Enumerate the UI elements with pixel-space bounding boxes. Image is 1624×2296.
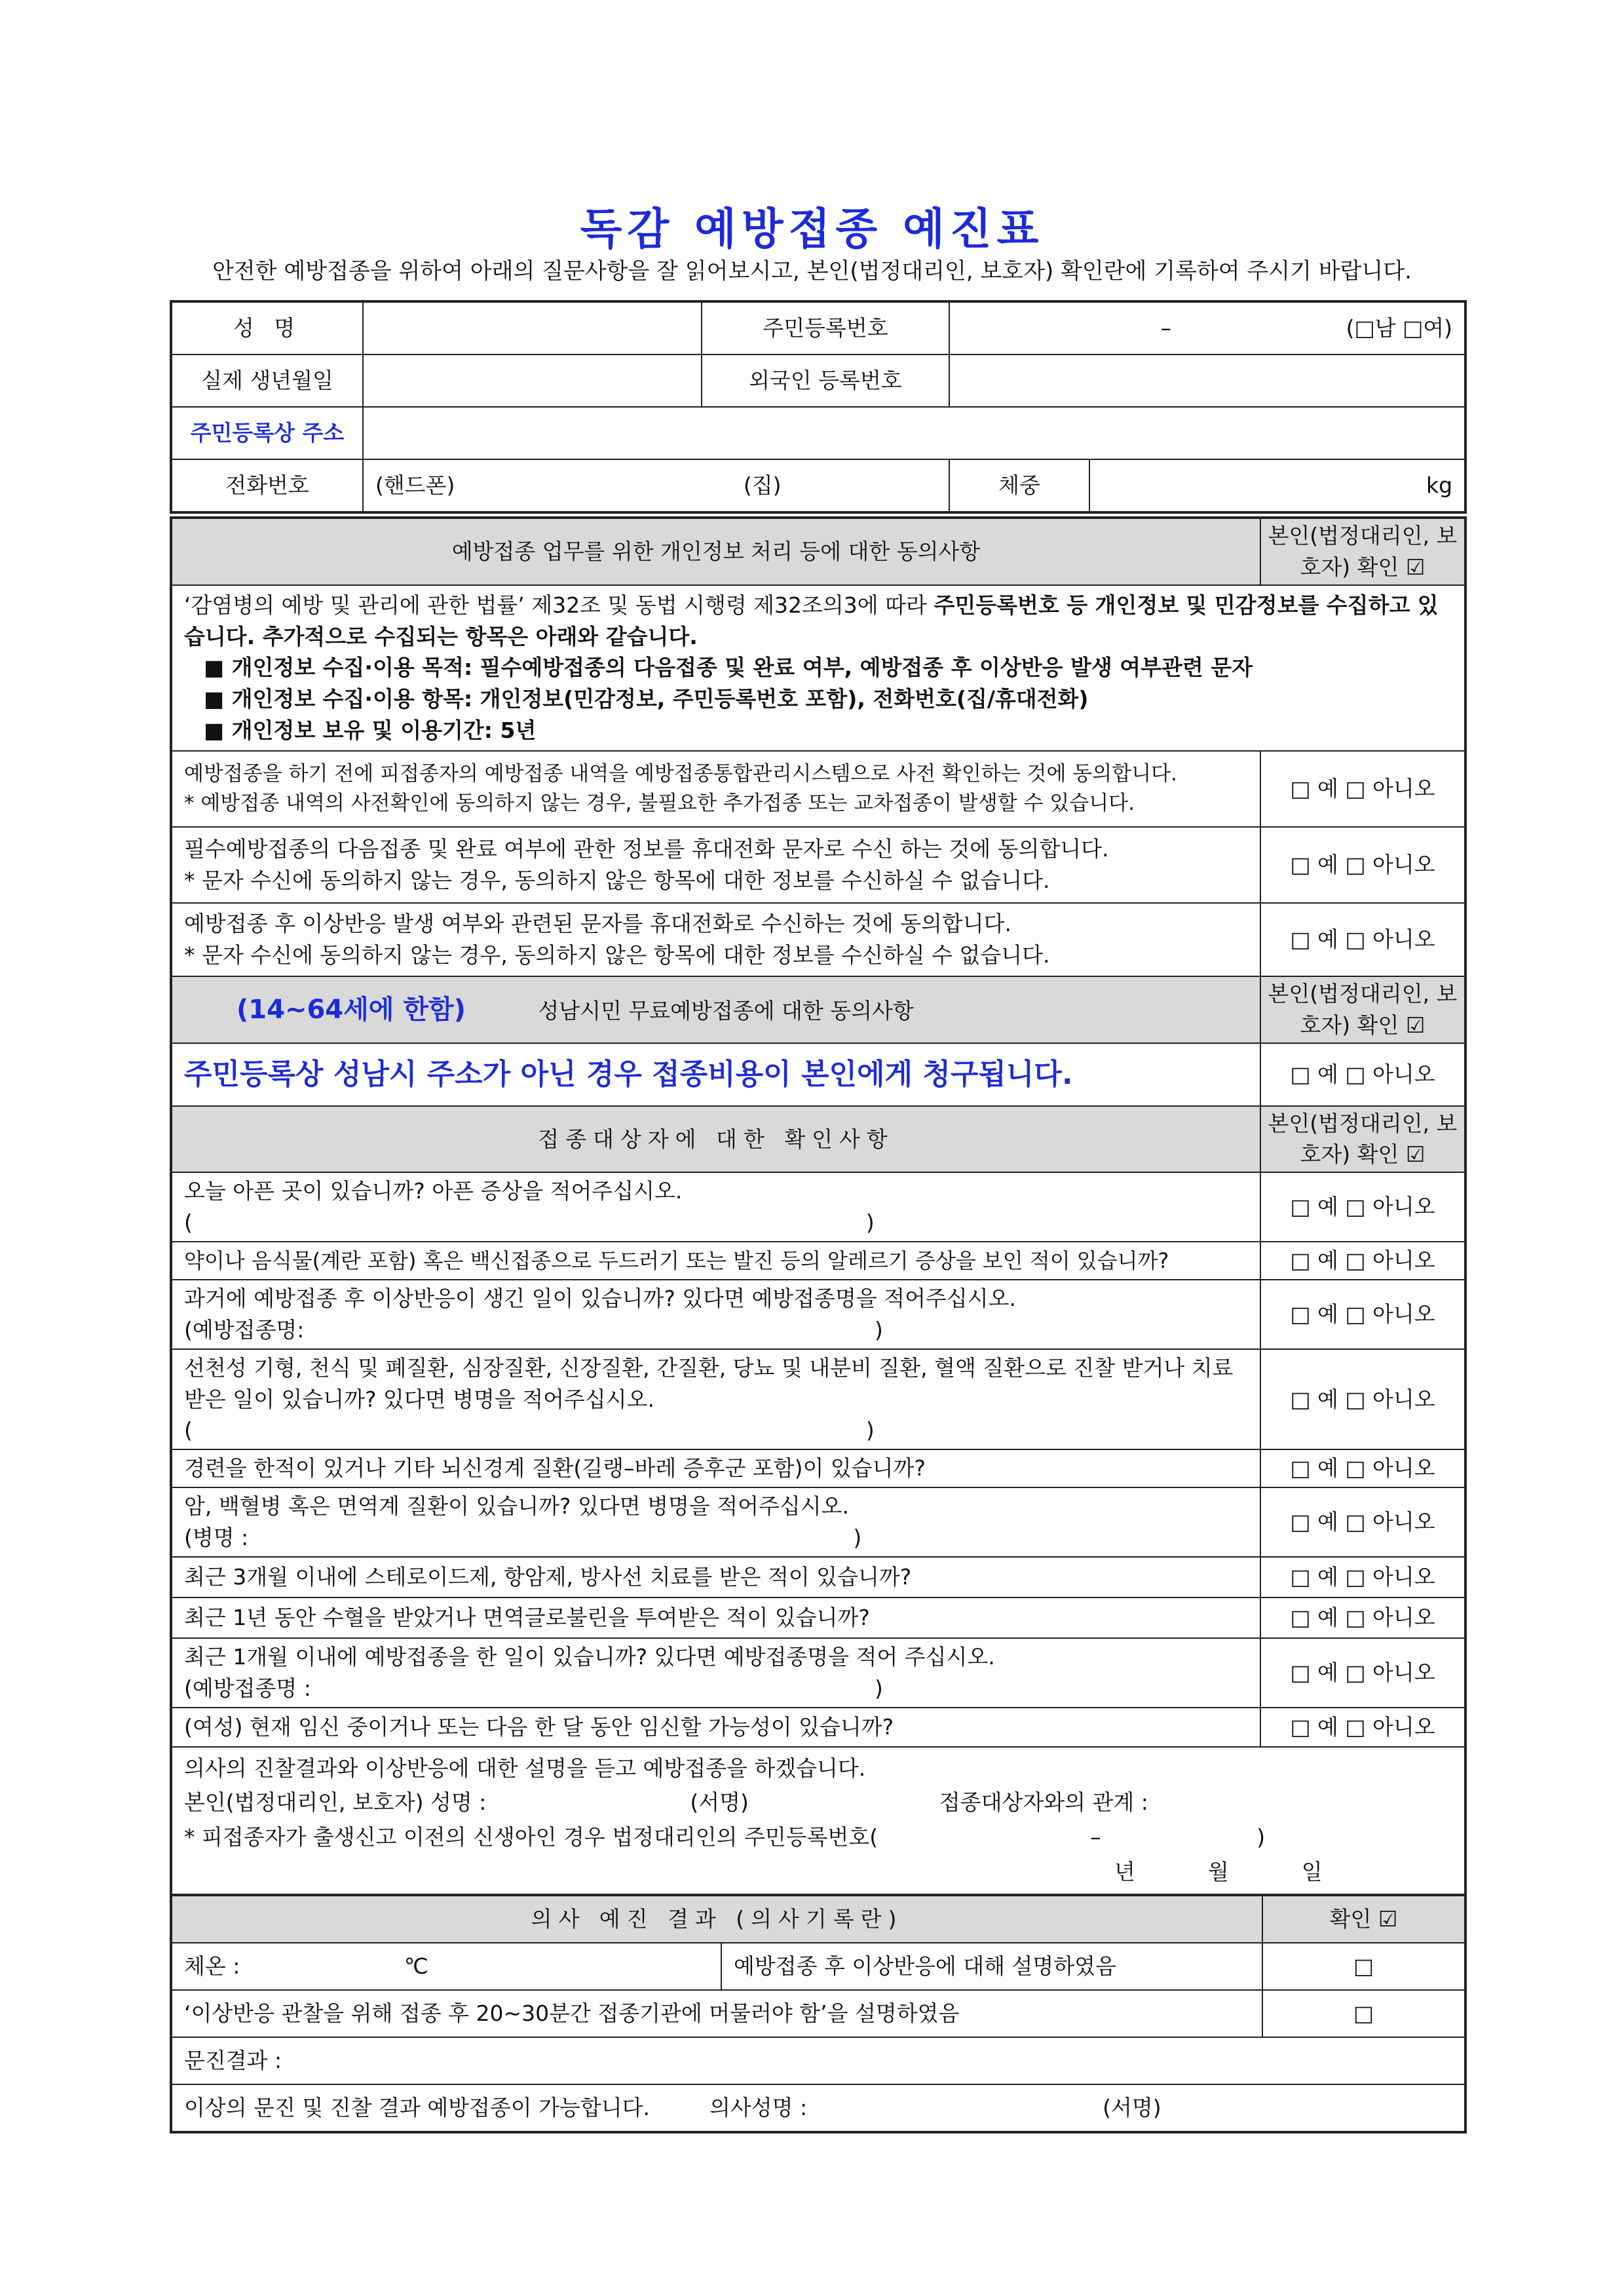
check-sick-today-blank[interactable]: ( ) bbox=[184, 1210, 875, 1236]
explained-adverse: 예방접종 후 이상반응에 대해 설명하였음 bbox=[721, 1943, 1262, 1990]
check-chronic-disease-text: 선천성 기형, 천식 및 폐질환, 심장질환, 신장질환, 간질환, 당뇨 및 내분비 질환, 혈액 질환으로 진찰 받거나 치료 받은 일이 있습니까? 있다면 병명을 적어주십시오. bbox=[184, 1354, 1234, 1412]
doctor-header: 의사 예진 결과 (의사기록란) bbox=[171, 1895, 1262, 1943]
document-title: 독감 예방접종 예진표 bbox=[580, 204, 1044, 254]
check-allergy: 약이나 음식물(계란 포함) 혹은 백신접종으로 두드러기 또는 발진 등의 알레르기 증상을 보인 적이 있습니까? bbox=[171, 1242, 1260, 1280]
doctor-name-label: 의사성명 : bbox=[709, 2095, 808, 2121]
consent-next-dose-text: 필수예방접종의 다음접종 및 완료 여부에 관한 정보를 휴대전화 문자로 수신 하는 것에 동의합니다. bbox=[184, 836, 1109, 862]
home-phone-label: (집) bbox=[743, 472, 782, 499]
check-recent-vaccine-yesno[interactable]: □ 예 □ 아니오 bbox=[1260, 1638, 1465, 1708]
observation-explained: ‘이상반응 관찰을 위해 접종 후 20~30분간 접종기관에 머물러야 함’을 설명하였음 bbox=[171, 1990, 1262, 2037]
consent-adverse-sms bbox=[171, 903, 1260, 976]
birth-label: 실제 생년월일 bbox=[171, 354, 363, 407]
doctor-sign-label: (서명) bbox=[1103, 2095, 1161, 2121]
consent-adverse-yesno[interactable]: □ 예 □ 아니오 bbox=[1260, 903, 1465, 976]
check-past-reaction-blank[interactable]: (예방접종명: ) bbox=[184, 1316, 883, 1343]
consent-history-yesno[interactable]: □ 예 □ 아니오 bbox=[1260, 751, 1465, 827]
address-label: 주민등록상 주소 bbox=[171, 407, 363, 459]
check-immune-disease-text: 암, 백혈병 혹은 면역계 질환이 있습니까? 있다면 병명을 적어주십시오. bbox=[184, 1493, 849, 1520]
signature-line bbox=[184, 1786, 1452, 1820]
signer-label: 본인(법정대리인, 보호자) 성명 : bbox=[184, 1789, 487, 1816]
personal-info-table bbox=[170, 300, 1467, 514]
privacy-intro-bold: 주민등록번호 등 개인정보 및 민감정보를 수집하고 있습니다. 추가적으로 수집되는 항목은 아래와 같습니다. bbox=[184, 592, 1439, 649]
check-steroid: 최근 3개월 이내에 스테로이드제, 항암제, 방사선 치료를 받은 적이 있습니까? bbox=[171, 1557, 1260, 1598]
privacy-intro bbox=[171, 585, 1465, 751]
seongnam-warning-cell bbox=[171, 1043, 1260, 1106]
document-subtitle: 안전한 예방접종을 위하여 아래의 질문사항을 잘 읽어보시고, 본인(법정대리인, 보호자) 확인란에 기록하여 주시기 바랍니다. bbox=[212, 258, 1412, 284]
final-statement-row bbox=[171, 2084, 1465, 2132]
weight-field[interactable]: kg bbox=[1089, 459, 1465, 512]
consent-history-text: 예방접종을 하기 전에 피접종자의 예방접종 내역을 예방접종통합관리시스템으로 사전 확인하는 것에 동의합니다. bbox=[184, 761, 1177, 786]
temperature-cell[interactable] bbox=[171, 1943, 721, 1990]
check-transfusion: 최근 1년 동안 수혈을 받았거나 면역글로불린을 투여받은 적이 있습니까? bbox=[171, 1598, 1260, 1638]
privacy-bullet-purpose: ■ 개인정보 수집·이용 목적: 필수예방접종의 다음접종 및 완료 여부, 예방접종 후 이상반응 발생 여부관련 문자 bbox=[204, 655, 1253, 681]
newborn-rrn-dash: – bbox=[1090, 1824, 1101, 1850]
birth-field[interactable] bbox=[363, 354, 702, 407]
temperature-unit: ℃ bbox=[404, 1953, 428, 1980]
check-sick-today bbox=[171, 1172, 1260, 1242]
signature-block bbox=[171, 1747, 1465, 1895]
check-chronic-disease-blank[interactable]: ( ) bbox=[184, 1417, 875, 1444]
check-pregnancy-yesno[interactable]: □ 예 □ 아니오 bbox=[1260, 1708, 1465, 1747]
check-immune-disease-yesno[interactable]: □ 예 □ 아니오 bbox=[1260, 1487, 1465, 1557]
signature-date[interactable] bbox=[184, 1855, 1452, 1890]
check-seizure: 경련을 한적이 있거나 기타 뇌신경계 질환(길랭–바레 증후군 포함)이 있습니까? bbox=[171, 1449, 1260, 1487]
name-label: 성 명 bbox=[171, 301, 363, 354]
consent-next-dose-sms bbox=[171, 827, 1260, 903]
signature-statement: 의사의 진찰결과와 이상반응에 대한 설명을 듣고 예방접종을 하겠습니다. bbox=[184, 1755, 866, 1781]
name-field[interactable] bbox=[363, 301, 702, 354]
date-year: 년 bbox=[1114, 1858, 1135, 1885]
consent-next-dose-note: * 문자 수신에 동의하지 않는 경우, 동의하지 않은 항목에 대한 정보를 수신하실 수 없습니다. bbox=[184, 867, 1050, 893]
consent-table bbox=[170, 516, 1467, 1896]
consent-history-note: * 예방접종 내역의 사전확인에 동의하지 않는 경우, 불필요한 추가접종 또는 교차접종이 발생할 수 있습니다. bbox=[184, 791, 1135, 815]
privacy-bullet-items: ■ 개인정보 수집·이용 항목: 개인정보(민감정보, 주민등록번호 포함), 전화번호(집/휴대전화) bbox=[204, 686, 1089, 712]
check-past-reaction bbox=[171, 1280, 1260, 1349]
check-chronic-disease-yesno[interactable]: □ 예 □ 아니오 bbox=[1260, 1349, 1465, 1450]
phone-field[interactable] bbox=[363, 459, 949, 512]
newborn-rrn-close: ) bbox=[1256, 1824, 1266, 1850]
rrn-field[interactable] bbox=[949, 301, 1465, 354]
seongnam-confirm-header: 본인(법정대리인, 보호자) 확인 ☑ bbox=[1260, 976, 1465, 1043]
consent-next-dose-yesno[interactable]: □ 예 □ 아니오 bbox=[1260, 827, 1465, 903]
check-sick-today-yesno[interactable]: □ 예 □ 아니오 bbox=[1260, 1172, 1465, 1242]
check-recent-vaccine-text: 최근 1개월 이내에 예방접종을 한 일이 있습니까? 있다면 예방접종명을 적어 주십시오. bbox=[184, 1643, 995, 1670]
check-allergy-yesno[interactable]: □ 예 □ 아니오 bbox=[1260, 1242, 1465, 1280]
privacy-bullet-period: ■ 개인정보 보유 및 이용기간: 5년 bbox=[204, 718, 537, 744]
seongnam-yesno[interactable]: □ 예 □ 아니오 bbox=[1260, 1043, 1465, 1106]
check-steroid-yesno[interactable]: □ 예 □ 아니오 bbox=[1260, 1557, 1465, 1598]
address-field[interactable] bbox=[363, 407, 1465, 459]
observation-checkbox[interactable]: □ bbox=[1262, 1990, 1465, 2037]
check-immune-disease-blank[interactable]: (병명 : ) bbox=[184, 1525, 862, 1551]
temperature-label: 체온 : bbox=[184, 1953, 240, 1980]
doctor-record-table bbox=[170, 1894, 1467, 2133]
consent-history-check bbox=[171, 751, 1260, 827]
check-past-reaction-yesno[interactable]: □ 예 □ 아니오 bbox=[1260, 1280, 1465, 1349]
gender-checkbox[interactable]: (□남 □여) bbox=[1346, 315, 1453, 341]
check-recent-vaccine-blank[interactable]: (예방접종명 : ) bbox=[184, 1675, 883, 1701]
date-month: 월 bbox=[1207, 1858, 1229, 1885]
foreign-id-field[interactable] bbox=[949, 354, 1465, 407]
weight-label: 체중 bbox=[949, 459, 1089, 512]
newborn-note-text: * 피접종자가 출생신고 이전의 신생아인 경우 법정대리인의 주민등록번호( bbox=[184, 1824, 878, 1850]
check-past-reaction-text: 과거에 예방접종 후 이상반응이 생긴 일이 있습니까? 있다면 예방접종명을 적어주십시오. bbox=[184, 1285, 1017, 1311]
seongnam-warning: 주민등록상 성남시 주소가 아닌 경우 접종비용이 본인에게 청구됩니다. bbox=[184, 1057, 1073, 1091]
seongnam-header bbox=[171, 976, 1260, 1043]
check-recent-vaccine bbox=[171, 1638, 1260, 1708]
checks-confirm-header: 본인(법정대리인, 보호자) 확인 ☑ bbox=[1260, 1106, 1465, 1173]
check-pregnancy: (여성) 현재 임신 중이거나 또는 다음 한 달 동안 임신할 가능성이 있습니까? bbox=[171, 1708, 1260, 1747]
check-immune-disease bbox=[171, 1487, 1260, 1557]
rrn-label: 주민등록번호 bbox=[702, 301, 949, 354]
doctor-confirm-header: 확인 ☑ bbox=[1262, 1895, 1465, 1943]
checks-header: 접종대상자에 대한 확인사항 bbox=[171, 1106, 1260, 1173]
screening-result[interactable]: 문진결과 : bbox=[171, 2037, 1465, 2084]
check-transfusion-yesno[interactable]: □ 예 □ 아니오 bbox=[1260, 1598, 1465, 1638]
privacy-header-row bbox=[171, 518, 1465, 585]
relation-label: 접종대상자와의 관계 : bbox=[939, 1789, 1148, 1816]
final-statement: 이상의 문진 및 진찰 결과 예방접종이 가능합니다. bbox=[184, 2095, 650, 2121]
foreign-id-label: 외국인 등록번호 bbox=[702, 354, 949, 407]
check-seizure-yesno[interactable]: □ 예 □ 아니오 bbox=[1260, 1449, 1465, 1487]
seongnam-header-text: 성남시민 무료예방접종에 대한 동의사항 bbox=[538, 997, 914, 1024]
explained-adverse-checkbox[interactable]: □ bbox=[1262, 1943, 1465, 1990]
privacy-header: 예방접종 업무를 위한 개인정보 처리 등에 대한 동의사항 bbox=[171, 518, 1260, 585]
signer-sign-label: (서명) bbox=[690, 1789, 749, 1816]
age-limit-note: (14~64세에 한함) bbox=[236, 994, 466, 1025]
rrn-dash: – bbox=[1160, 315, 1171, 341]
privacy-intro-text: ‘감염병의 예방 및 관리에 관한 법률’ 제32조 및 동법 시행령 제32조의3에 따라 bbox=[184, 592, 927, 618]
consent-adverse-note: * 문자 수신에 동의하지 않는 경우, 동의하지 않은 항목에 대한 정보를 수신하실 수 없습니다. bbox=[184, 942, 1050, 968]
check-sick-today-text: 오늘 아픈 곳이 있습니까? 아픈 증상을 적어주십시오. bbox=[184, 1178, 683, 1204]
mobile-label: (핸드폰) bbox=[375, 472, 455, 499]
date-day: 일 bbox=[1301, 1858, 1323, 1885]
confirm-header: 본인(법정대리인, 보호자) 확인 ☑ bbox=[1260, 518, 1465, 585]
check-chronic-disease bbox=[171, 1349, 1260, 1450]
newborn-note bbox=[184, 1820, 1452, 1855]
consent-adverse-text: 예방접종 후 이상반응 발생 여부와 관련된 문자를 휴대전화로 수신하는 것에 동의합니다. bbox=[184, 911, 1011, 937]
phone-label: 전화번호 bbox=[171, 459, 363, 512]
